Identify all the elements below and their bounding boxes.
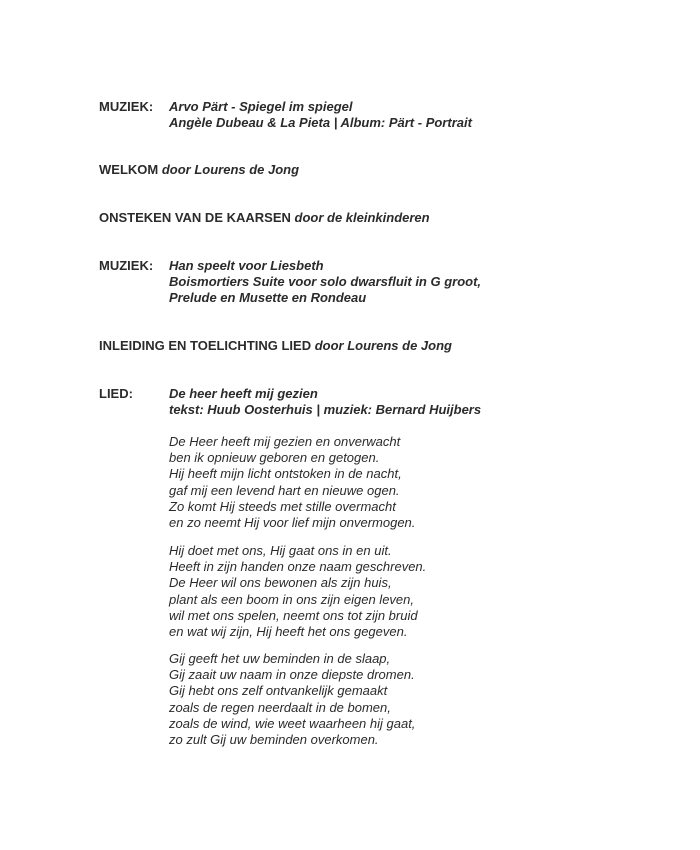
verse-line: Gij hebt ons zelf ontvankelijk gemaakt: [169, 683, 388, 699]
verse-line: plant als een boom in ons zijn eigen leven,: [169, 591, 414, 607]
lied-header: [169, 386, 481, 418]
verse-line: zo zult Gij uw beminden overkomen.: [169, 731, 379, 747]
verse-line: zoals de regen neerdaalt in de bomen,: [169, 699, 391, 715]
muziek-line: Han speelt voor Liesbeth: [169, 258, 324, 273]
lied-verse: [169, 651, 415, 748]
muziek-line: Prelude en Musette en Rondeau: [169, 290, 367, 305]
lied-credits: tekst: Huub Oosterhuis | muziek: Bernard Huijbers: [169, 402, 482, 417]
verse-line: Heeft in zijn handen onze naam geschreven.: [169, 559, 427, 575]
verse-line: Gij zaait uw naam in onze diepste dromen.: [169, 667, 415, 683]
muziek-label: MUZIEK:: [99, 258, 154, 273]
verse-line: De Heer wil ons bewonen als zijn huis,: [169, 575, 392, 591]
lied-title: De heer heeft mij gezien: [169, 386, 318, 401]
verse-line: wil met ons spelen, neemt ons tot zijn bruid: [169, 607, 418, 623]
muziek-line: Angèle Dubeau & La Pieta | Album: Pärt - Portrait: [169, 115, 472, 130]
muziek-details: [169, 99, 472, 131]
inleiding-heading: [99, 338, 452, 354]
inleiding-title: INLEIDING EN TOELICHTING LIED: [99, 338, 312, 353]
verse-line: Gij geeft het uw beminden in de slaap,: [169, 651, 391, 666]
verse-line: ben ik opnieuw geboren en getogen.: [169, 450, 380, 466]
welkom-title: WELKOM: [99, 162, 159, 177]
verse-line: De Heer heeft mij gezien en onverwacht: [169, 434, 401, 449]
muziek-line: Boismortiers Suite voor solo dwarsfluit in G groot,: [169, 274, 482, 289]
muziek-details: [169, 258, 481, 306]
lied-label: LIED:: [99, 386, 133, 401]
kaarsen-title: ONSTEKEN VAN DE KAARSEN: [99, 210, 291, 225]
lied-verse: [169, 543, 426, 640]
inleiding-by: door Lourens de Jong: [314, 338, 452, 353]
verse-line: Hij doet met ons, Hij gaat ons in en uit.: [169, 543, 392, 558]
verse-line: gaf mij een levend hart en nieuwe ogen.: [169, 482, 400, 498]
kaarsen-heading: [99, 210, 430, 226]
muziek-label: MUZIEK:: [99, 99, 154, 114]
verse-line: en zo neemt Hij voor lief mijn onvermogen.: [169, 514, 416, 530]
verse-line: en wat wij zijn, Hij heeft het ons gegeven.: [169, 623, 408, 639]
verse-line: Zo komt Hij steeds met stille overmacht: [169, 498, 396, 514]
kaarsen-by: door de kleinkinderen: [294, 210, 430, 225]
verse-line: zoals de wind, wie weet waarheen hij gaat,: [169, 715, 416, 731]
muziek-line: Arvo Pärt - Spiegel im spiegel: [169, 99, 353, 114]
lied-verse: [169, 434, 415, 531]
welkom-heading: [99, 162, 299, 178]
verse-line: Hij heeft mijn licht ontstoken in de nacht,: [169, 466, 402, 482]
welkom-by: door Lourens de Jong: [161, 162, 300, 177]
